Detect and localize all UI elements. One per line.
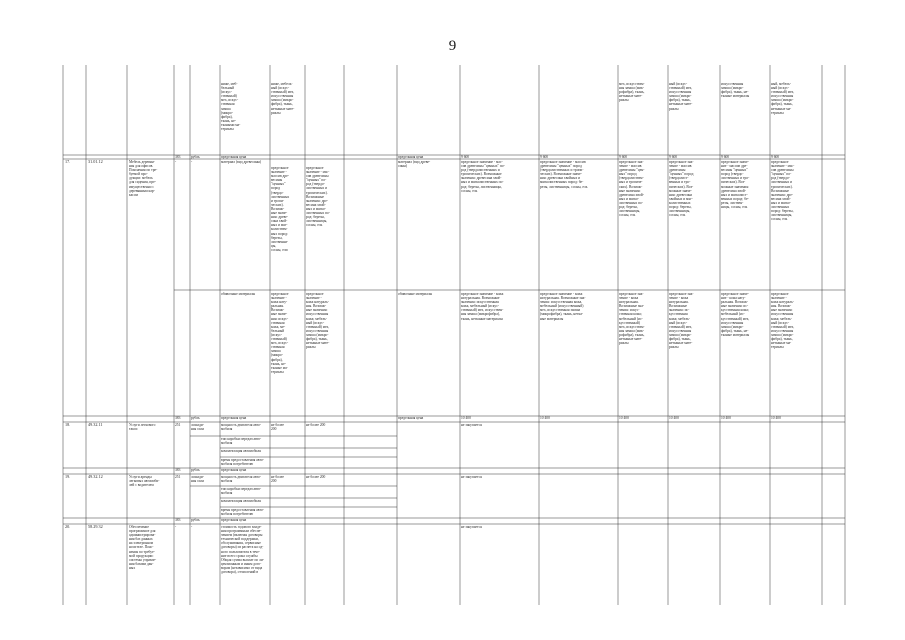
row-17-material-label: материал (вид древесины) bbox=[221, 160, 262, 164]
price-label-2: предельная цена bbox=[398, 416, 424, 420]
row-17-material-col13: предельное зна- чение - массив древесины "цен- ных" пород (твердолиствен- ных и тропиче- ских). Возмож- ные значения: древесина хвой- ных и мягко- лиственных по- род: березы, лиственницы, сосны, ель bbox=[619, 160, 645, 218]
row-17-material-col16: предельное значение - мас- сив древесины "ценных" по- род (твердо- лиственных и тропических). Возможные значения: дре- весина хвой- ных и мягко- лиственных пород: березы, лиственницы, сосны, ель bbox=[771, 160, 795, 222]
price-label-2: предельная цена bbox=[398, 155, 424, 159]
price-label: предельная цена bbox=[221, 416, 247, 420]
row-18-power-col7: не более 200 bbox=[271, 423, 284, 432]
price-value: 9 600 bbox=[721, 155, 730, 159]
row-19-provision-time: время предоставления авто- мобиля потребителю bbox=[221, 508, 264, 517]
row-19-not-purchased: не закупается bbox=[461, 475, 482, 479]
row-18-name: Услуги легкового такси bbox=[129, 423, 156, 432]
price-value: 9 600 bbox=[619, 155, 628, 159]
top-fragment-col7: ниже, меб- бельный (искус- ственный) мех, искус- ственная замша (микро- фибра), ткань, не- ткаными ма- териалы bbox=[221, 82, 241, 132]
row-17-material-col7: предельное значение - массив дре- весины "ценных" пород (твердо- лиственных и тропи- ческих). Возмож- ные значе- ния: древе- сина хвой- ных и мяг- колиствен- ных пород: березы, лиственни- цы, сосны, ели bbox=[271, 166, 290, 252]
row-19-name: Услуги аренды легковых автомоби- лей с водителем bbox=[129, 475, 160, 488]
top-fragment-col8: ниже, мебель- ный (искус- ственный) мех, искусственная замша (микро- фибра), ткань, нетканые мате- риалы bbox=[271, 82, 295, 115]
row-19-power-col7: не более 200 bbox=[271, 475, 284, 484]
row-20-okpd: 58.29.32 bbox=[88, 525, 103, 529]
row-17-upholstery-col14: предельное зна- чение - кожа натуральная. Возможные значения: ис- кусственная кожа; мебель- ный (искус- ственный) мех, искусственная замша (микро- фибра), ткань, нетканые мате- риалы bbox=[669, 292, 694, 350]
top-fragment-col15: искусственная замша (микро- фибра), ткань, не- тканые материалы bbox=[721, 82, 750, 99]
price-value: 9 600 bbox=[771, 155, 780, 159]
row-18-power-col8: не более 200 bbox=[306, 423, 326, 427]
price-value: 10 400 bbox=[669, 416, 679, 420]
row-18-number: 18. bbox=[65, 423, 71, 427]
row-19-okpd: 49.32.12 bbox=[88, 475, 103, 479]
row-20-ownership-cost: стоимость годового владе- ния программным обеспе- чением (включая договоры технической поддержки, обслуживания, сервисные договоры) из расчета на од- ного пользователя в тече- ние всего срока службы Общая сумма выплат по ли- цензионным и иным дого- ворам (независимо от вида договора), отчислений в bbox=[221, 525, 264, 575]
row-17-upholstery-col11: предельное значение - кожа натуральная. Возможные значения: искусственная кожа, мебельный (искус- ственный) мех, искусствен- ная замша (микрофибра), ткань, нетканые материалы bbox=[461, 292, 504, 321]
row-17-material-label-2: материал (вид древе- сины) bbox=[398, 160, 431, 169]
row-19-engine-power: мощность двигателя авто- мобиля bbox=[221, 475, 262, 484]
row-19-price-code: 383 bbox=[175, 518, 181, 522]
row-17-dash: - bbox=[175, 160, 177, 164]
price-value: 9 600 bbox=[461, 155, 470, 159]
price-value: 10 400 bbox=[540, 416, 550, 420]
row-18-okpd: 49.32.11 bbox=[88, 423, 103, 427]
row-17-material-col12: предельное значение - массив древесины "ценных" пород (твердолиственных и тропи- ческих). Возможные значе- ния: древесина хвойных и мягколиственных пород: бе- резы, лиственницы, сосны, ель bbox=[540, 160, 588, 189]
page-number: 9 bbox=[448, 38, 457, 54]
price-value: 10 400 bbox=[721, 416, 731, 420]
row-17-dash: - bbox=[191, 160, 193, 164]
row-19-power-col8: не более 200 bbox=[306, 475, 326, 479]
row-18-price-code: 383 bbox=[175, 468, 181, 472]
row-17-material-col15: предельное значе- ние - массив дре- весины "ценных" пород (твердо- лиственных и тро- пических). Воз- можные значения: древесина хвой- ных и мягколист- венных пород: бе- резы, листвен- ницы, сосны, ель bbox=[721, 160, 750, 210]
row-18-unit: лошади- ная сила bbox=[191, 423, 204, 432]
price-value: 10 400 bbox=[771, 416, 781, 420]
price-unit: рубль bbox=[191, 416, 200, 420]
row-18-equipment: комплектация автомобиля bbox=[221, 449, 261, 453]
top-fragment-col14: ный (искус- ственный) мех, искусственная замша (микро- фибра), ткань, нетканые мате- риалы bbox=[669, 82, 693, 111]
price-value: 10 400 bbox=[461, 416, 471, 420]
row-17-upholstery-label: обивочные материалы bbox=[221, 292, 256, 296]
row-20-dash: - bbox=[191, 525, 193, 529]
row-17-okpd: 31.01.12 bbox=[88, 160, 103, 164]
row-20-not-purchased: не закупается bbox=[461, 525, 482, 529]
row-18-engine-power: мощность двигателя авто- мобиля bbox=[221, 423, 262, 432]
row-17-upholstery-col13: предельное зна- чение - кожа натуральная. Возможные зна- чения: искус- ственная кожа; мебельный (ис- кусственный) мех, искусствен- ная замша (мик- рофибра), ткань, нетканые мате- риалы bbox=[619, 292, 645, 346]
price-code: 383 bbox=[175, 416, 181, 420]
row-18-not-purchased: не закупается bbox=[461, 423, 482, 427]
row-17-material-col11: предельное значение - мас- сив древесины "ценных" по- род (твердолиственных и тропических). Возможные значения: древесина хвой- ных и мягколиственных по- род: березы, лиственницы, сосны, ель bbox=[461, 160, 505, 193]
row-17-material-col14: предельное зна- чение - массив древесины "ценных" пород (твердолист- венных и тро- пических). Воз- можные значе- ния: древесина хвойных и мяг- колиственных пород: березы, лиственницы, сосны, ель bbox=[669, 160, 694, 218]
row-17-upholstery-col12: предельное значение - кожа натуральная. Возможные зна- чения: искусственная кожа, мебельный (искусственный) мех, искусственная замша (микрофибра), ткань, нетка- ные материалы bbox=[540, 292, 586, 321]
price-unit: рубль bbox=[191, 155, 200, 159]
row-17-upholstery-col7: предельное значение - кожа нату- ральная. Возмож- ные значе- ния: искус- ственная кожа, ме- бельный (искус- ственный) мех, искус- ственная замша (микро- фибра), ткань, не- тканые ма- териалы bbox=[271, 292, 289, 374]
row-19-number: 19. bbox=[65, 475, 71, 479]
row-18-code: 251 bbox=[175, 423, 181, 427]
row-19-unit: лошади- ная сила bbox=[191, 475, 204, 484]
row-17-number: 17. bbox=[65, 160, 71, 164]
row-17-material-col8: предельное значение - мас- сив древесины "ценных" по- род (твердо- лиственных и тропических). Возможные значения: дре- весина хвой- ных и мягко- лиственных по- род: березы, лиственницы, сосны, ель bbox=[306, 166, 331, 228]
row-20-name: Обеспечение программное для администрирова- ния баз данных на электронном носителе. Пояс- нения по требуе- мой продукции: системы управле- ния базами дан- ных bbox=[129, 525, 157, 570]
row-20-number: 20. bbox=[65, 525, 71, 529]
row-19-code: 251 bbox=[175, 475, 181, 479]
row-17-name: Мебель деревян- ная для офисов. Пояснения по тре- буемой про- дукции: мебель для сидения, пре- имущественно с деревянным кар- касом bbox=[129, 160, 158, 197]
price-value: 9 600 bbox=[669, 155, 678, 159]
row-17-upholstery-col16: предельное значение - кожа натураль- ная. Возмож- ные значения: искусственная кожа; мебель- ный (искус- ственный) мех, искусственная замша (микро- фибра), ткань, нетканые ма- териалы bbox=[771, 292, 795, 350]
top-fragment-col16: ный, мебель- ный (искус- ственный) мех, искусственная замша (микро- фибра), ткань, нетканые ма- териалы bbox=[771, 82, 795, 115]
price-value: 10 400 bbox=[619, 416, 629, 420]
top-fragment-col13: мех, искусствен- ная замша (мик- рофибра), ткань, нетканые мате- риалы bbox=[619, 82, 645, 103]
row-17-upholstery-col15: предельное значе- ние - кожа нату- ральная. Возмож- ные значения: ис- кусственная кожа; мебельный (ис- кусственный) мех, искусственная замша (микро- фибра), ткань, не- тканые материалы bbox=[721, 292, 750, 337]
row-18-provision-time: время предоставления авто- мобиля потребителю bbox=[221, 458, 264, 467]
row-17-upholstery-label-2: обивочные материалы bbox=[398, 292, 433, 296]
row-17-upholstery-col8: предельное значение - кожа натураль- ная. Возмож- ные значения: искусственная кожа; мебель- ный (искус- ственный) мех, искусственная замша (микро- фибра), ткань, нетканые мате- риалы bbox=[306, 292, 330, 350]
price-label: предельная цена bbox=[221, 155, 247, 159]
price-code: 383 bbox=[175, 155, 181, 159]
row-19-price-unit: рубль bbox=[191, 518, 200, 522]
row-20-dash: - bbox=[175, 525, 177, 529]
row-19-gearbox: тип коробки передач авто- мобиля bbox=[221, 487, 262, 496]
row-18-gearbox: тип коробки передач авто- мобиля bbox=[221, 437, 262, 446]
row-18-price-label: предельная цена bbox=[221, 468, 247, 472]
price-value: 9 600 bbox=[540, 155, 549, 159]
row-19-price-label: предельная цена bbox=[221, 518, 247, 522]
row-18-price-unit: рубль bbox=[191, 468, 200, 472]
row-19-equipment: комплектация автомобиля bbox=[221, 499, 261, 503]
